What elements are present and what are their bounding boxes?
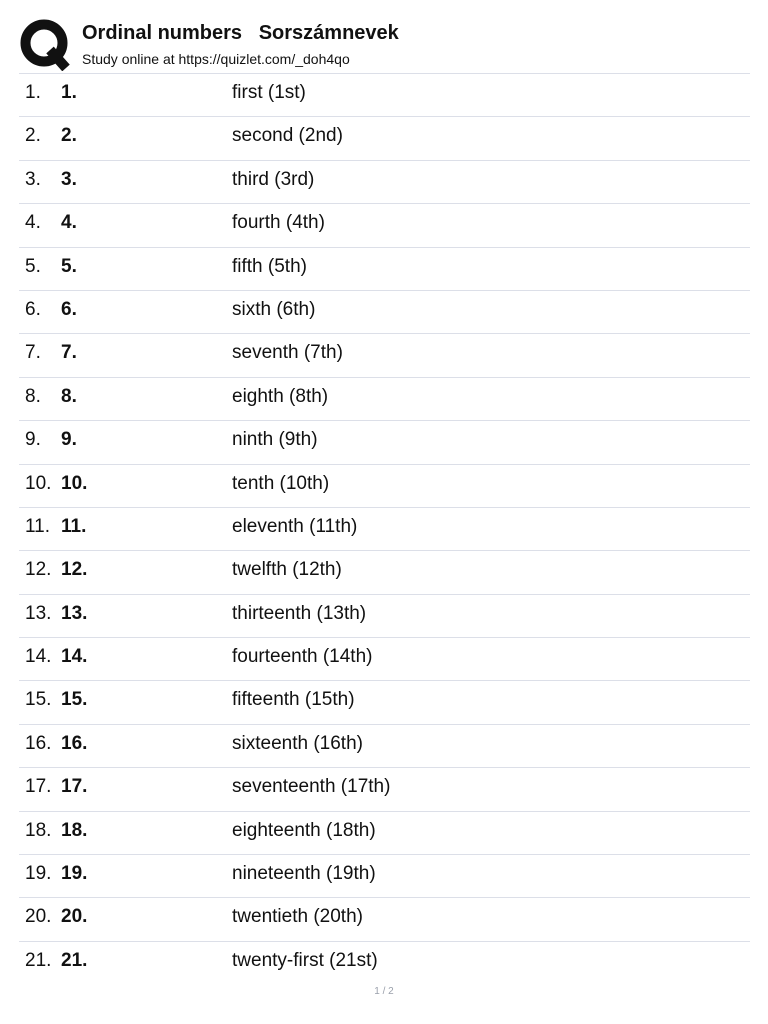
item-term: 16.: [61, 732, 88, 754]
item-definition: twenty-first (21st): [232, 949, 378, 971]
page-title: Ordinal numbers Sorszámnevek: [82, 22, 399, 44]
item-term: 3.: [61, 168, 77, 190]
item-term: 17.: [61, 776, 88, 798]
flashcard-list: [0, 74, 768, 985]
item-definition: fifth (5th): [232, 255, 307, 277]
list-item: [0, 551, 768, 594]
list-item: [0, 942, 768, 985]
item-index: 7.: [25, 342, 41, 364]
item-definition: seventh (7th): [232, 342, 343, 364]
item-index: 11.: [25, 515, 51, 537]
item-term: 5.: [61, 255, 77, 277]
item-definition: eleventh (11th): [232, 515, 358, 537]
item-term: 13.: [61, 602, 88, 624]
item-term: 4.: [61, 212, 77, 234]
list-item: [0, 74, 768, 117]
item-index: 18.: [25, 819, 52, 841]
list-item: [0, 465, 768, 508]
item-term: 20.: [61, 906, 88, 928]
item-index: 10.: [25, 472, 52, 494]
item-definition: eighth (8th): [232, 385, 329, 407]
item-index: 8.: [25, 385, 41, 407]
item-term: 2.: [61, 125, 77, 147]
item-definition: sixth (6th): [232, 298, 316, 320]
item-index: 5.: [25, 255, 41, 277]
list-item: [0, 334, 768, 377]
item-term: 14.: [61, 646, 88, 668]
item-definition: twelfth (12th): [232, 559, 342, 581]
item-term: 9.: [61, 429, 77, 451]
list-item: [0, 117, 768, 160]
item-index: 6.: [25, 298, 41, 320]
item-definition: ninth (9th): [232, 429, 318, 451]
item-term: 8.: [61, 385, 77, 407]
item-term: 11.: [61, 515, 87, 537]
item-index: 12.: [25, 559, 52, 581]
item-index: 19.: [25, 863, 52, 885]
item-index: 21.: [25, 949, 52, 971]
study-online-link[interactable]: Study online at https://quizlet.com/_doh4qo: [82, 51, 350, 67]
item-index: 13.: [25, 602, 52, 624]
item-term: 12.: [61, 559, 88, 581]
list-item: [0, 204, 768, 247]
list-item: [0, 725, 768, 768]
item-definition: sixteenth (16th): [232, 732, 363, 754]
item-index: 3.: [25, 168, 41, 190]
list-item: [0, 638, 768, 681]
list-item: [0, 508, 768, 551]
item-index: 1.: [25, 82, 41, 103]
list-item: [0, 595, 768, 638]
item-index: 17.: [25, 776, 52, 798]
list-item: [0, 681, 768, 724]
item-term: 18.: [61, 819, 88, 841]
list-item: [0, 421, 768, 464]
list-item: [0, 291, 768, 334]
item-term: 6.: [61, 298, 77, 320]
item-term: 21.: [61, 949, 88, 971]
list-item: [0, 812, 768, 855]
list-item: [0, 855, 768, 898]
item-definition: third (3rd): [232, 168, 315, 190]
item-index: 2.: [25, 125, 41, 147]
item-definition: tenth (10th): [232, 472, 330, 494]
item-definition: twentieth (20th): [232, 906, 363, 928]
item-definition: seventeenth (17th): [232, 776, 391, 798]
list-item: [0, 898, 768, 941]
item-index: 4.: [25, 212, 41, 234]
item-term: 15.: [61, 689, 88, 711]
list-item: [0, 768, 768, 811]
item-definition: fourteenth (14th): [232, 646, 373, 668]
item-definition: thirteenth (13th): [232, 602, 367, 624]
page-indicator: 1 / 2: [374, 986, 394, 997]
list-item: [0, 378, 768, 421]
quizlet-logo-icon: [19, 19, 71, 71]
item-index: 16.: [25, 732, 52, 754]
item-definition: nineteenth (19th): [232, 863, 376, 885]
item-index: 14.: [25, 646, 52, 668]
list-item: [0, 248, 768, 291]
item-term: 10.: [61, 472, 88, 494]
item-index: 20.: [25, 906, 52, 928]
item-definition: first (1st): [232, 82, 306, 103]
item-definition: second (2nd): [232, 125, 343, 147]
item-definition: eighteenth (18th): [232, 819, 376, 841]
item-index: 15.: [25, 689, 52, 711]
item-term: 1.: [61, 82, 77, 103]
item-definition: fifteenth (15th): [232, 689, 355, 711]
item-term: 19.: [61, 863, 88, 885]
item-index: 9.: [25, 429, 41, 451]
item-term: 7.: [61, 342, 77, 364]
item-definition: fourth (4th): [232, 212, 325, 234]
page-header: [0, 0, 768, 74]
list-item: [0, 161, 768, 204]
